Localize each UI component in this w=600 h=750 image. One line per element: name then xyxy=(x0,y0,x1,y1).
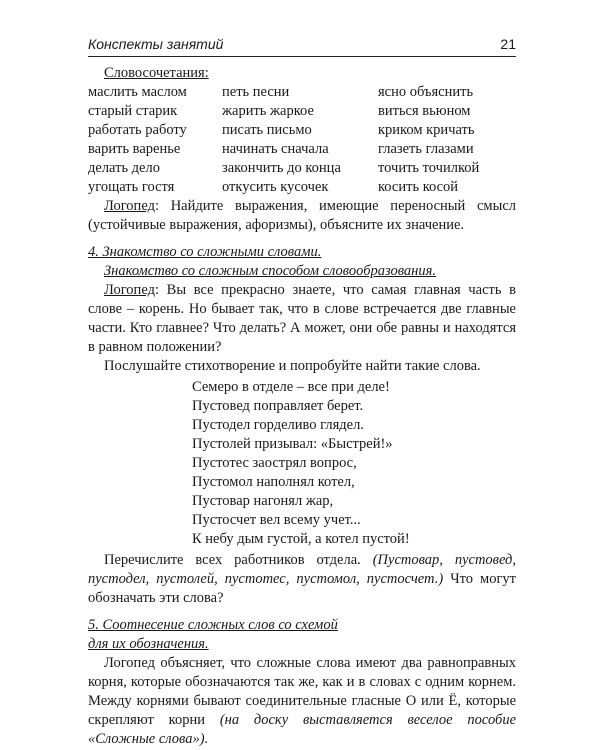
phrase-item: угощать гостя xyxy=(88,179,175,195)
page-body xyxy=(88,64,516,749)
phrases-heading: Словосочетания: xyxy=(104,65,209,81)
explanation-paragraph: Логопед объясняет, что сложные слова имеют два равноправных корня, которые обозначаются так же, как и в словах с одним корнем. Между корнями бывают соединительные гласные О или Ё, которые скрепляют корни (на доску выставляется веселое пособие «Сложные слова»). xyxy=(88,655,516,747)
section-5-subtitle: для их обозначения. xyxy=(88,636,209,652)
phrase-item: маслить маслом xyxy=(88,84,187,100)
poem-line: К небу дым густой, а котел пустой! xyxy=(192,531,410,547)
phrase-item: виться вьюном xyxy=(378,103,471,119)
poem-line: Пустосчет вел всему учет... xyxy=(192,512,361,528)
phrase-item: жарить жаркое xyxy=(222,103,314,119)
running-title: Конспекты занятий xyxy=(88,36,224,52)
phrase-item: работать работу xyxy=(88,122,187,138)
section-4-title: 4. Знакомство со сложными словами. xyxy=(88,244,322,260)
phrase-item: глазеть глазами xyxy=(378,141,474,157)
speaker-label: Логопед xyxy=(104,282,155,298)
poem-line: Пустомол наполнял котел, xyxy=(192,474,355,490)
poem-line: Пустодел горделиво глядел. xyxy=(192,417,364,433)
phrase-item: делать дело xyxy=(88,160,160,176)
phrase-item: начинать сначала xyxy=(222,141,329,157)
poem-line: Пустовар нагонял жар, xyxy=(192,493,334,509)
poem-line: Пустолей призывал: «Быстрей!» xyxy=(192,436,393,452)
phrase-item: точить точилкой xyxy=(378,160,480,176)
phrase-item: закончить до конца xyxy=(222,160,341,176)
phrase-item: ясно объяснить xyxy=(378,84,474,100)
question-paragraph: Перечислите всех работников отдела. (Пустовар, пустовед, пустодел, пустолей, пустотес, пустомол, пустосчет.) Что могут обозначать эти слова? xyxy=(88,552,517,606)
speaker-label: Логопед xyxy=(104,198,155,214)
poem xyxy=(192,378,516,549)
phrases-table xyxy=(88,83,516,197)
phrase-item: криком кричать xyxy=(378,122,475,138)
section-4-subtitle: Знакомство со сложным способом словообразования. xyxy=(104,263,436,279)
intro-paragraph: Логопед: Вы все прекрасно знаете, что самая главная часть в слове – корень. Но бывает так, что в слове встречается две главные части. Кто главнее? Что делать? А может, они обе равны и находятся в равном положении? xyxy=(88,282,516,355)
page-header xyxy=(88,36,516,57)
poem-line: Семеро в отделе – все при деле! xyxy=(192,379,390,395)
section-5-title: 5. Соотнесение сложных слов со схемой xyxy=(88,617,338,633)
poem-intro: Послушайте стихотворение и попробуйте найти такие слова. xyxy=(104,358,481,374)
phrase-item: старый старик xyxy=(88,103,178,119)
page-number: 21 xyxy=(500,36,516,52)
phrase-item: откусить кусочек xyxy=(222,179,329,195)
phrase-item: варить варенье xyxy=(88,141,181,157)
poem-line: Пустовед поправляет берет. xyxy=(192,398,364,414)
phrase-item: косить косой xyxy=(378,179,459,195)
task-paragraph: Логопед: Найдите выражения, имеющие переносный смысл (устойчивые выражения, афоризмы), объясните их значение. xyxy=(88,198,516,233)
phrase-item: петь песни xyxy=(222,84,290,100)
poem-line: Пустотес заострял вопрос, xyxy=(192,455,357,471)
phrase-item: писать письмо xyxy=(222,122,312,138)
